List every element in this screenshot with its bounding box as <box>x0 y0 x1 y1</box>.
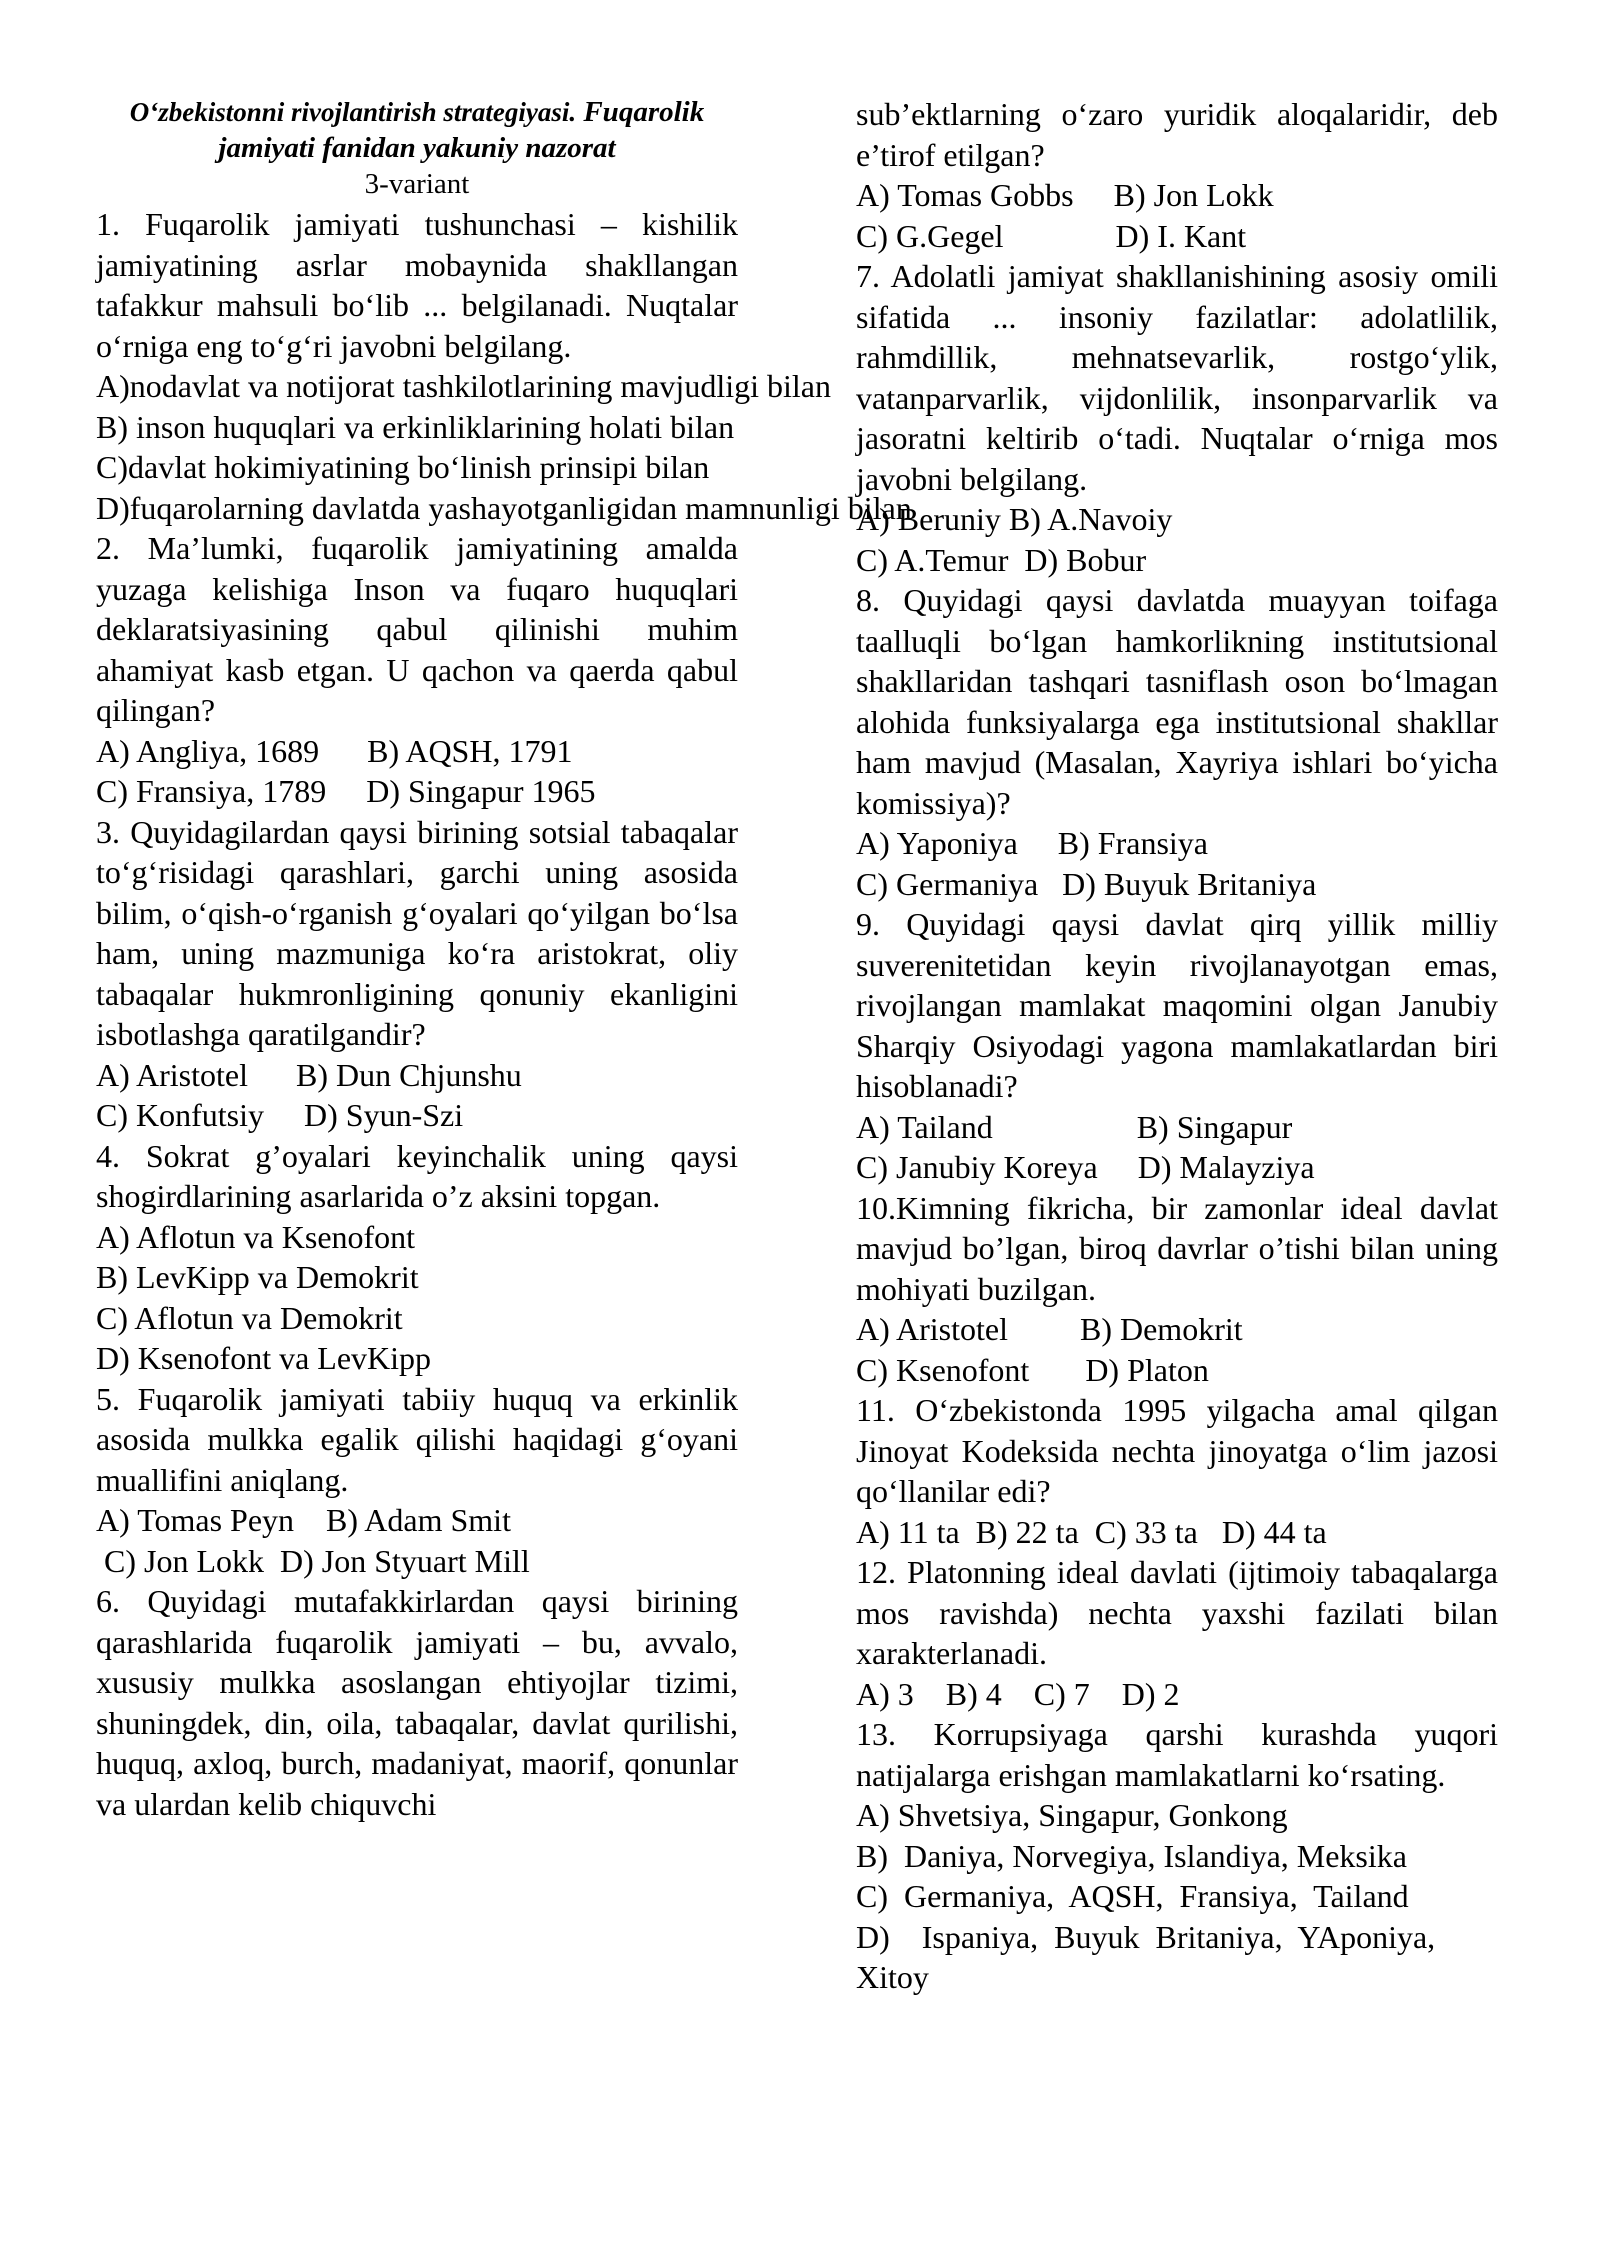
question-text: 7. Adolatli jamiyat shakllanishining asosiy omili sifatida ... insoniy fazilatlar: adolatlilik, rahmdillik, mehnatsevarlik, rostgo‘ylik, vatanparvarlik, vijdonlilik, insonparvarlik va jasoratni keltirib o‘tadi. Nuqtalar o‘rniga mos javobni belgilang. <box>856 258 1498 497</box>
answer-options: C) Aflotun va Demokrit <box>96 1299 403 1336</box>
question-block <box>96 1581 738 1824</box>
question-text: 9. Quyidagi qaysi davlat qirq yillik milliy suverenitetidan keyin rivojlanayotgan emas, rivojlangan mamlakat maqomini olgan Janubiy Sharqiy Osiyodagi yagona mamlakatlardan biri hisoblanadi? <box>856 906 1498 1104</box>
answer-options: Xitoy <box>856 1959 929 1995</box>
answer-options: C) G.Gegel D) I. Kant <box>856 217 1247 254</box>
question-block <box>96 1136 738 1379</box>
question-block <box>96 528 738 812</box>
answer-options: C)davlat hokimiyatining bo‘linish prinsipi bilan <box>96 449 710 485</box>
title-part-2: Fuqarolik <box>583 96 705 128</box>
document-subtitle: jamiyati fanidan yakuniy nazorat <box>218 132 616 164</box>
answer-options: A) Tomas Peyn B) Adam Smit <box>96 1502 511 1538</box>
answer-options: A) 3 B) 4 C) 7 D) 2 <box>856 1675 1180 1712</box>
question-text: 2. Ma’lumki, fuqarolik jamiyatining amalda yuzaga kelishiga Inson va fuqaro huquqlari deklaratsiyasining qabul qilinishi muhim ahamiyat kasb etgan. U qachon va qaerda qabul qilingan? <box>96 530 738 728</box>
answer-options: C) Germaniya, AQSH, Fransiya, Tailand <box>856 1878 1409 1914</box>
question-text: sub’ektlarning o‘zaro yuridik aloqalaridir, deb e’tirof etilgan? <box>856 96 1498 173</box>
answer-options: A)nodavlat va notijorat tashkilotlarining mavjudligi bilan <box>96 368 831 404</box>
question-text: 11. O‘zbekistonda 1995 yilgacha amal qilgan Jinoyat Kodeksida nechta jinoyatga o‘lim jazosi qo‘llanilar edi? <box>856 1392 1498 1509</box>
question-text: 3. Quyidagilardan qaysi birining sotsial tabaqalar to‘g‘risidagi qarashlari, garchi uning asosida bilim, o‘qish-o‘rganish g‘oyalari qo‘yilgan bo‘lsa ham, uning mazmuniga ko‘ra aristokrat, oliy tabaqalar hukmronligining qonuniy ekanligini isbotlashga qaratilgandir? <box>96 813 738 1052</box>
answer-options: A) 11 ta B) 22 ta C) 33 ta D) 44 ta <box>856 1513 1327 1550</box>
question-text: 13. Korrupsiyaga qarshi kurashda yuqori natijalarga erishgan mamlakatlarni ko‘rsating. <box>856 1716 1498 1793</box>
question-block <box>856 1188 1498 1391</box>
answer-options: B) inson huquqlari va erkinliklarining holati bilan <box>96 408 735 445</box>
question-text: 5. Fuqarolik jamiyati tabiiy huquq va erkinlik asosida mulkka egalik qilishi haqidagi g‘oyani muallifini aniqlang. <box>96 1380 738 1498</box>
answer-options: B) Daniya, Norvegiya, Islandiya, Meksika <box>856 1837 1407 1874</box>
question-block <box>856 1552 1498 1714</box>
answer-options: A) Aflotun va Ksenofont <box>96 1218 416 1255</box>
question-block <box>96 204 912 528</box>
question-block <box>96 812 738 1136</box>
answer-options: C) A.Temur D) Bobur <box>856 541 1147 578</box>
answer-options: B) LevKipp va Demokrit <box>96 1259 419 1295</box>
answer-options: D) Ispaniya, Buyuk Britaniya, YAponiya, <box>856 1918 1436 1955</box>
question-block <box>856 256 1498 580</box>
answer-options: D) Ksenofont va LevKipp <box>96 1340 432 1376</box>
left-question-list <box>96 204 912 1824</box>
answer-options: C) Germaniya D) Buyuk Britaniya <box>856 865 1317 902</box>
answer-options: A) Beruniy B) A.Navoiy <box>856 501 1173 537</box>
question-block <box>96 1379 738 1582</box>
right-column <box>856 94 1498 1998</box>
question-text: 10.Kimning fikricha, bir zamonlar ideal davlat mavjud bo’lgan, biroq davrlar o’tishi bilan uning mohiyati buzilgan. <box>856 1189 1498 1307</box>
question-text: 1. Fuqarolik jamiyati tushunchasi – kishilik jamiyatining asrlar mobaynida shakllangan tafakkur mahsuli bo‘lib ... belgilanadi. Nuqtalar o‘rniga eng to‘g‘ri javobni belgilang. <box>96 206 738 364</box>
question-text: 8. Quyidagi qaysi davlatda muayyan toifaga taalluqli bo‘lgan hamkorlikning institutsional shakllaridan tashqari tasniflash oson bo‘lmagan alohida funksiyalarga ega institutsional shakllar ham mavjud (Masalan, Xayriya ishlari bo‘yicha komissiya)? <box>856 582 1498 821</box>
answer-options: A) Aristotel B) Dun Chjunshu <box>96 1056 522 1093</box>
question-block <box>856 1390 1498 1552</box>
document-title <box>96 94 738 130</box>
answer-options: C) Konfutsiy D) Syun-Szi <box>96 1097 464 1133</box>
question-block <box>856 1714 1498 1998</box>
answer-options: C) Janubiy Koreya D) Malayziya <box>856 1149 1315 1185</box>
variant-label: 3-variant <box>364 168 470 200</box>
answer-options: D)fuqarolarning davlatda yashayotganligidan mamnunligi bilan <box>96 489 912 526</box>
title-part-1: O‘zbekistonni rivojlantirish strategiyasi. <box>129 97 577 127</box>
answer-options: C) Ksenofont D) Platon <box>856 1351 1209 1388</box>
answer-options: A) Shvetsiya, Singapur, Gonkong <box>856 1797 1288 1833</box>
question-text: 6. Quyidagi mutafakkirlardan qaysi birining qarashlarida fuqarolik jamiyati – bu, avvalo, xususiy mulkka asoslangan ehtiyojlar tizimi, shuningdek, din, oila, tabaqalar, davlat qurilishi, huquq, axloq, burch, madaniyat, maorif, qonunlar va ulardan kelib chiquvchi <box>96 1583 738 1822</box>
question-text: 4. Sokrat g’oyalari keyinchalik uning qaysi shogirdlarining asarlarida o’z aksini topgan. <box>96 1137 738 1214</box>
question-text: 12. Platonning ideal davlati (ijtimoiy tabaqalarga mos ravishda) nechta yaxshi fazilati bilan xarakterlanadi. <box>856 1554 1498 1671</box>
answer-options: A) Tomas Gobbs B) Jon Lokk <box>856 177 1274 213</box>
answer-options: C) Fransiya, 1789 D) Singapur 1965 <box>96 773 596 809</box>
answer-options: A) Yaponiya B) Fransiya <box>856 825 1208 861</box>
right-question-list <box>856 94 1498 1998</box>
answer-options: A) Tailand B) Singapur <box>856 1108 1293 1145</box>
answer-options: A) Angliya, 1689 B) AQSH, 1791 <box>96 732 573 769</box>
question-block <box>856 580 1498 904</box>
answer-options: A) Aristotel B) Demokrit <box>856 1311 1243 1347</box>
question-block <box>856 94 1498 256</box>
left-column <box>96 94 912 1824</box>
question-block <box>856 904 1498 1188</box>
answer-options: C) Jon Lokk D) Jon Styuart Mill <box>96 1542 530 1579</box>
